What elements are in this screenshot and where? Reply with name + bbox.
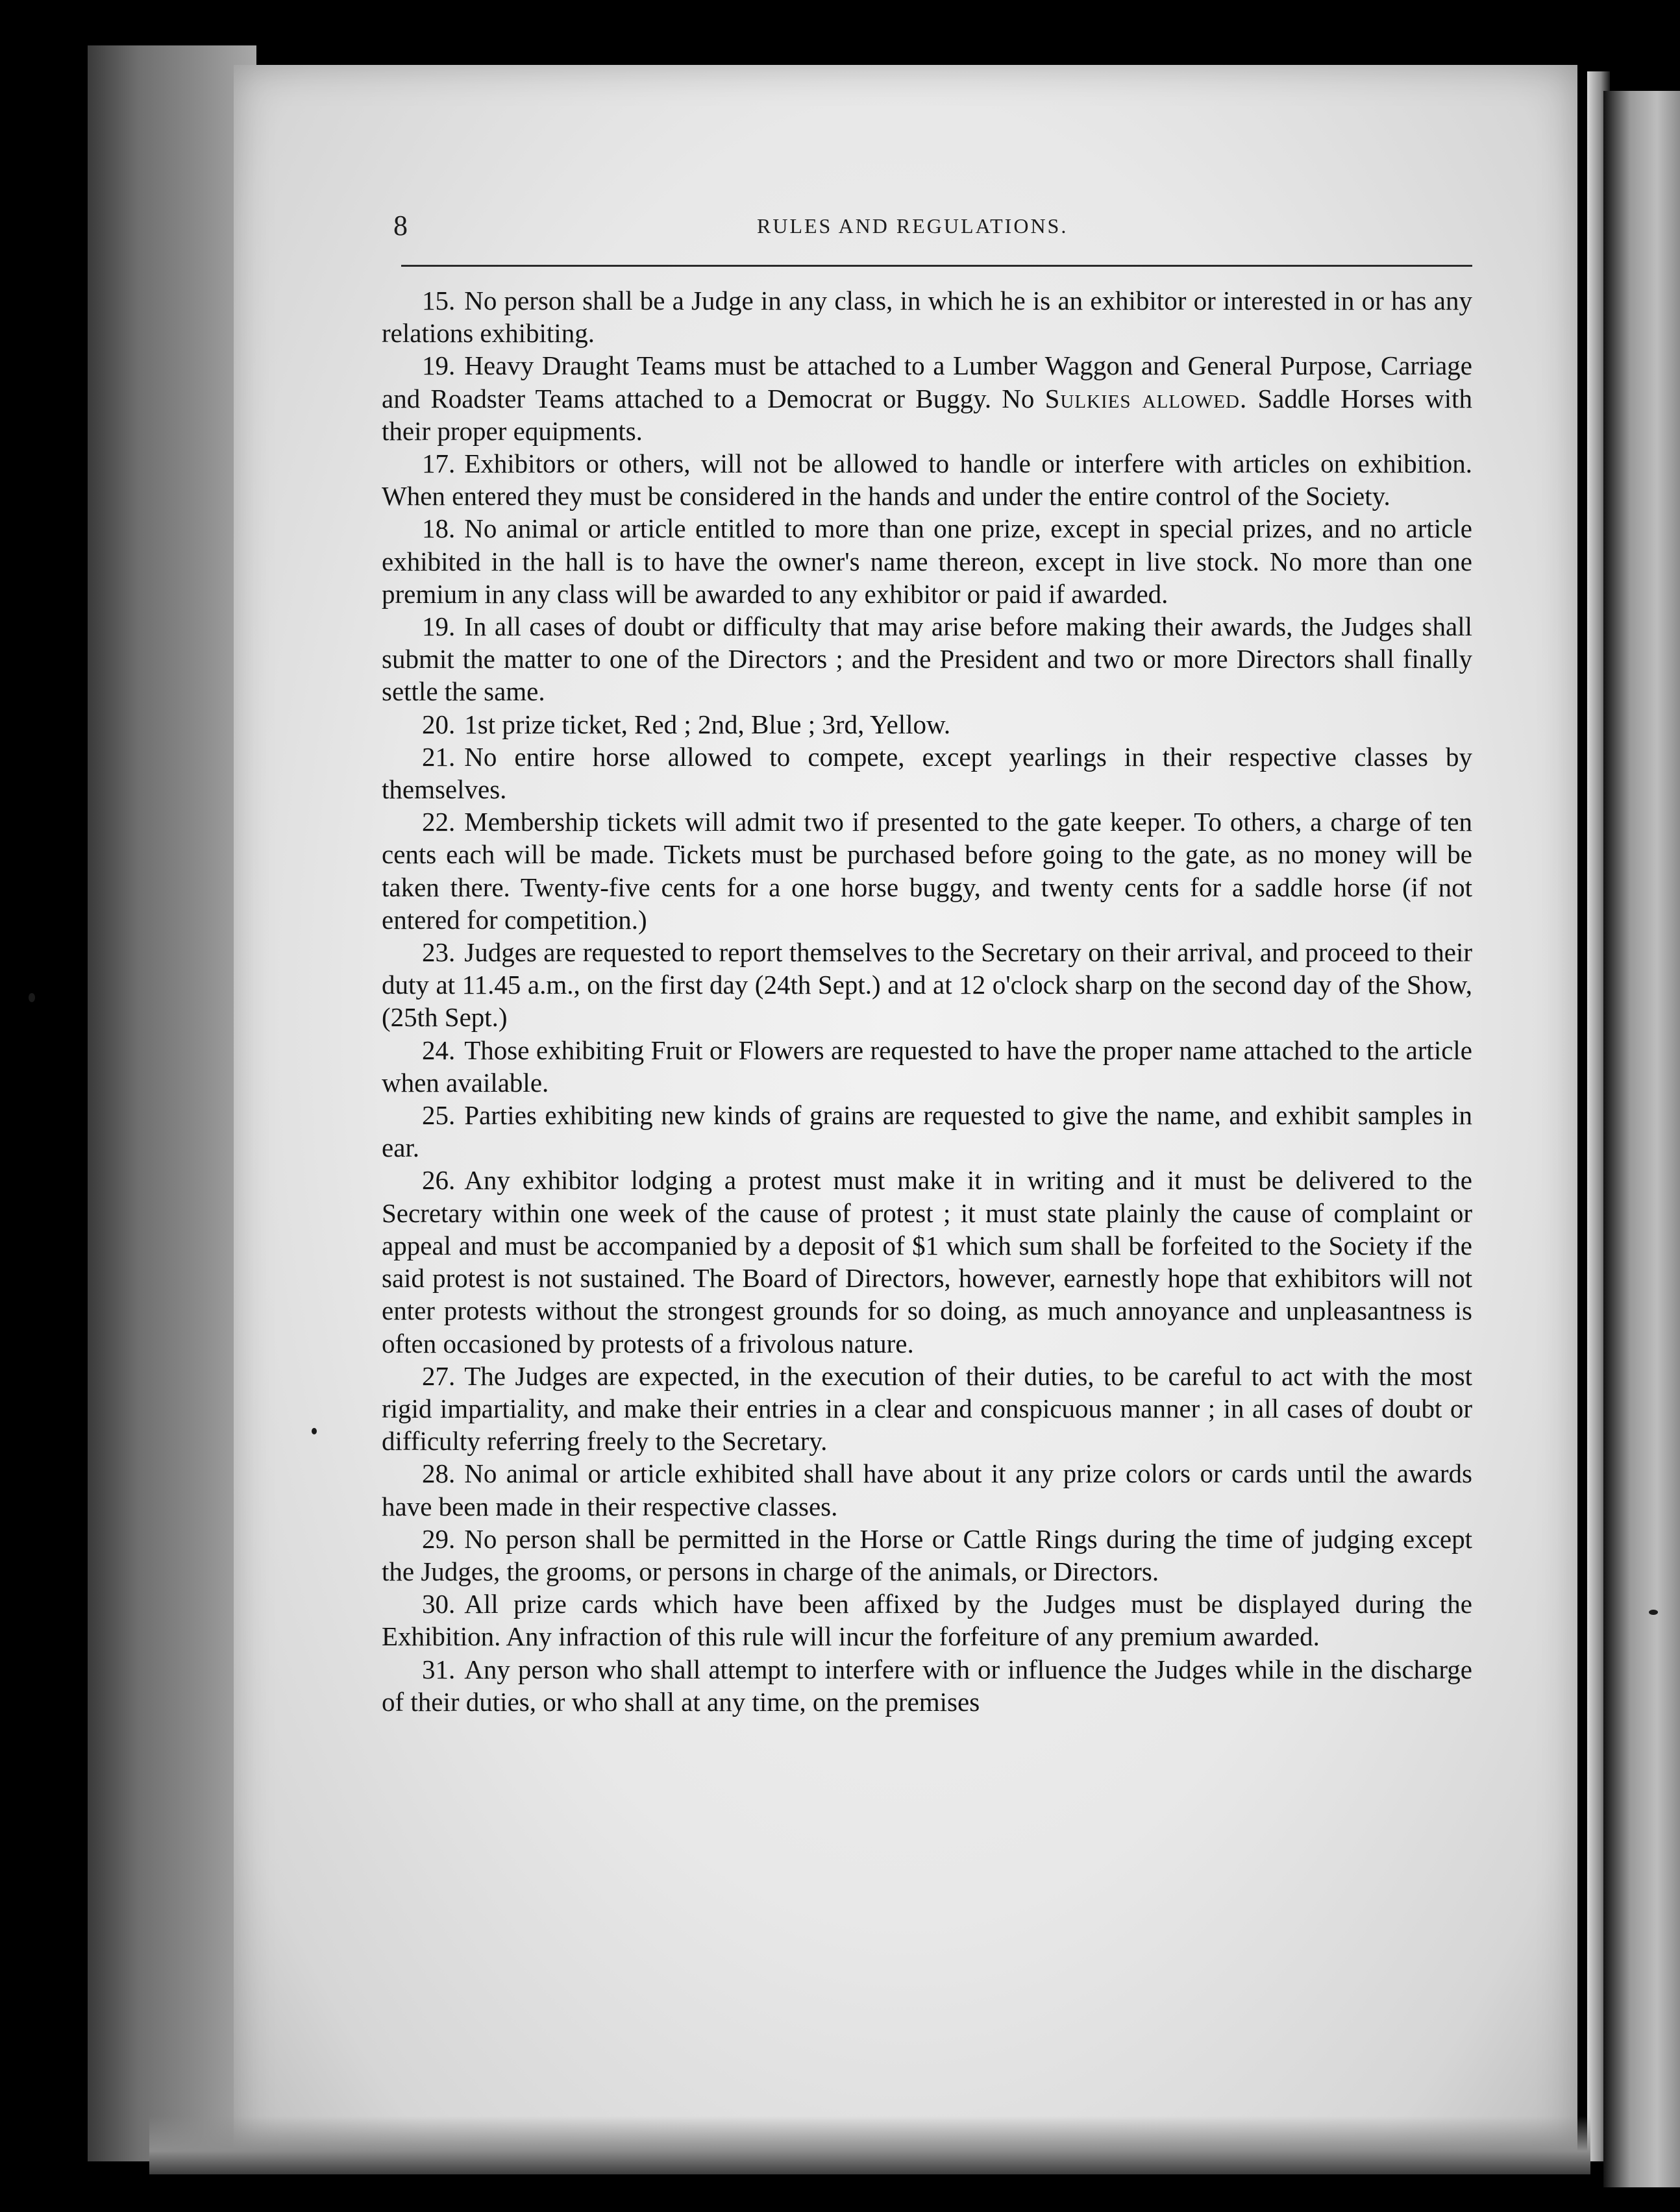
rule-item <box>382 1457 1472 1522</box>
rule-number: 19. <box>422 611 456 642</box>
page-number: 8 <box>393 210 408 241</box>
rule-item <box>382 284 1472 349</box>
rule-emphasis: Sulkies allowed. <box>1044 383 1248 413</box>
rule-text: 1st prize ticket, Red ; 2nd, Blue ; 3rd, Yellow. <box>464 709 951 739</box>
rule-text: In all cases of doubt or difficulty that may arise before making their awards, the Judges shall submit the matter to one of the Directors ; and the President and two or more Directors shall finally settle the same. <box>382 611 1472 707</box>
rule-item <box>382 1653 1472 1718</box>
rule-number: 27. <box>422 1360 456 1391</box>
rule-item <box>382 1360 1472 1458</box>
rule-item <box>382 741 1472 805</box>
rule-item <box>382 936 1472 1034</box>
rule-text: All prize cards which have been affixed by the Judges must be displayed during the Exhibition. Any infraction of this rule will incur the forfeiture of any premium awarded. <box>382 1589 1472 1652</box>
rule-number: 22. <box>422 807 456 837</box>
rule-item <box>382 708 1472 741</box>
rule-text: Membership tickets will admit two if presented to the gate keeper. To others, a charge of ten cents each will be made. Tickets must be purchased before going to the gate, as no money will be taken there. Twenty-five cents for a one horse buggy, and twenty cents for a saddle horse (if not entered for competition.) <box>382 807 1472 935</box>
rule-number: 29. <box>422 1523 456 1554</box>
rule-number: 21. <box>422 741 456 772</box>
scan-speck <box>312 1428 317 1434</box>
rule-number: 25. <box>422 1100 456 1131</box>
rule-number: 15. <box>422 286 456 315</box>
page-header <box>393 209 1474 248</box>
rule-item <box>382 1523 1472 1588</box>
rule-text: No person shall be permitted in the Horse or Cattle Rings during the time of judging except the Judges, the grooms, or persons in charge of the animals, or Directors. <box>382 1523 1472 1586</box>
scan-speck <box>29 993 35 1002</box>
rule-text: Heavy Draught Teams must be attached to a Lumber Waggon and General Purpose, Carriage and Roadster Teams attached to a Democrat or Buggy. No <box>382 350 1472 413</box>
rule-item <box>382 512 1472 610</box>
rule-number: 31. <box>422 1654 456 1684</box>
rule-number: 24. <box>422 1035 456 1065</box>
rule-number: 20. <box>422 709 456 739</box>
rule-item <box>382 610 1472 708</box>
rule-text: Any person who shall attempt to interfere with or influence the Judges while in the discharge of their duties, or who shall at any time, on the premises <box>382 1654 1472 1717</box>
rule-item <box>382 1034 1472 1099</box>
rule-item <box>382 1164 1472 1359</box>
rule-number: 17. <box>422 449 456 479</box>
rule-number: 26. <box>422 1165 456 1196</box>
rule-number: 28. <box>422 1458 456 1489</box>
rule-item <box>382 447 1472 512</box>
page-bottom-shadow <box>149 2116 1590 2174</box>
rule-text: Those exhibiting Fruit or Flowers are requested to have the proper name attached to the article when available. <box>382 1035 1472 1098</box>
header-rule <box>401 265 1472 267</box>
rule-number: 30. <box>422 1589 456 1619</box>
adjacent-page-strip <box>1603 91 1680 2187</box>
rule-text: No entire horse allowed to compete, except yearlings in their respective classes by themselves. <box>382 741 1472 805</box>
rule-text: Judges are requested to report themselves to the Secretary on their arrival, and proceed to their duty at 11.45 a.m., on the first day (24th Sept.) and at 12 o'clock sharp on the second day of the Show, (25th Sept.) <box>382 937 1472 1033</box>
rule-item <box>382 1588 1472 1653</box>
rule-text: Exhibitors or others, will not be allowed to handle or interfere with articles on exhibition. When entered they must be considered in the hands and under the entire control of the Society. <box>382 449 1472 511</box>
rule-item <box>382 805 1472 936</box>
rule-text: The Judges are expected, in the execution of their duties, to be careful to act with the most rigid impartiality, and make their entries in a clear and conspicuous manner ; in all cases of doubt or difficulty referring freely to the Secretary. <box>382 1360 1472 1456</box>
page-edge-left <box>88 45 256 2161</box>
rule-text: No person shall be a Judge in any class, in which he is an exhibitor or interested in or has any relations exhibiting. <box>382 286 1472 349</box>
rule-number: 19. <box>422 350 456 381</box>
rule-number: 23. <box>422 937 456 968</box>
rule-text: No animal or article entitled to more than one prize, except in special prizes, and no article exhibited in the hall is to have the owner's name thereon, except in live stock. No more than one premium in any class will be awarded to any exhibitor or paid if awarded. <box>382 513 1472 609</box>
rule-number: 18. <box>422 513 456 544</box>
running-title: RULES AND REGULATIONS. <box>757 214 1069 238</box>
rule-item <box>382 1099 1472 1164</box>
rule-item <box>382 349 1472 447</box>
rule-text: Any exhibitor lodging a protest must make it in writing and it must be delivered to the Secretary within one week of the cause of protest ; it must state plainly the cause of complaint or appeal and must be accompanied by a deposit of $1 which sum shall be forfeited to the Society if the said protest is not sustained. The Board of Directors, however, earnestly hope that exhibitors will not enter protests without the strongest grounds for so doing, as much annoyance and unpleasantness is often occasioned by protests of a frivolous nature. <box>382 1165 1472 1358</box>
rule-text: No animal or article exhibited shall have about it any prize colors or cards until the awards have been made in their respective classes. <box>382 1458 1472 1521</box>
scan-speck <box>1649 1610 1658 1615</box>
rule-text: Parties exhibiting new kinds of grains are requested to give the name, and exhibit samples in ear. <box>382 1100 1472 1163</box>
rules-body <box>382 284 1472 1718</box>
rule-text: Saddle Horses with their proper equipments. <box>382 383 1473 446</box>
